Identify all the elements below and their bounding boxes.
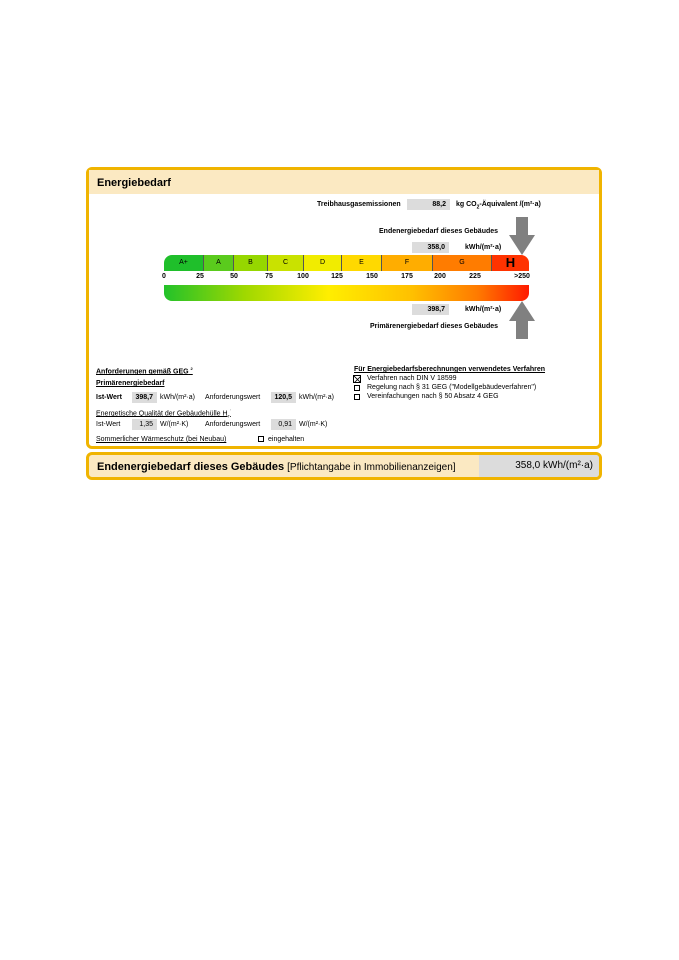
- end-energy-label: Endenergiebedarf dieses Gebäudes: [379, 228, 499, 235]
- ist-value-unit: kWh/(m²·a): [160, 394, 195, 401]
- scale-tick: 100: [297, 273, 309, 280]
- energy-class-a: A: [204, 255, 234, 271]
- scale-tick: 25: [196, 273, 204, 280]
- summer-protection-check-label: eingehalten: [268, 436, 305, 443]
- energy-class-g: G: [433, 255, 492, 271]
- energy-class-c: C: [268, 255, 304, 271]
- scale-tick: 200: [434, 273, 446, 280]
- energy-class-e: E: [342, 255, 382, 271]
- energy-class-h: H: [492, 255, 529, 271]
- envelope-quality-title: Energetische Qualität der Gebäudehülle $H_T'$: [96, 408, 231, 419]
- energy-class-scale: [164, 255, 529, 271]
- card-header: [89, 170, 599, 194]
- ist-value-label: Ist-Wert: [96, 394, 122, 401]
- scale-tick: 0: [162, 273, 166, 280]
- requirement2-value: 0,91: [271, 419, 296, 430]
- summer-protection-label: Sommerlicher Wärmeschutz (bei Neubau): [96, 436, 227, 443]
- methods-title: Für Energiebedarfsberechnungen verwendetes Verfahren: [354, 366, 546, 373]
- primary-energy-section-title: Primärenergiebedarf: [96, 380, 165, 387]
- requirement2-value-label: Anforderungswert: [205, 421, 261, 428]
- end-energy-value: 358,0: [412, 242, 449, 253]
- primary-energy-arrow-icon: [509, 301, 535, 339]
- requirements-title: Anforderungen gemäß GEG $^2$: [96, 366, 193, 376]
- end-energy-arrow-icon: [509, 217, 535, 255]
- ist2-value: 1,35: [132, 419, 157, 430]
- method-checkbox[interactable]: [354, 394, 360, 400]
- card-title: Energiebedarf: [97, 177, 171, 189]
- scale-tick: 75: [265, 273, 273, 280]
- method-label: Verfahren nach DIN V 18599: [367, 375, 457, 382]
- method-checkbox[interactable]: [354, 385, 360, 391]
- checked-x-icon: [354, 376, 361, 383]
- scale-tick: >250: [514, 273, 530, 280]
- method-label: Regelung nach § 31 GEG ("Modellgebäudeverfahren"): [367, 384, 537, 391]
- primary-energy-label: Primärenergiebedarf dieses Gebäudes: [370, 323, 498, 330]
- ist-value: 398,7: [132, 392, 157, 403]
- ist2-value-unit: W/(m²·K): [160, 421, 189, 428]
- scale-tick: 150: [366, 273, 378, 280]
- ghg-label: Treibhausgasemissionen: [317, 201, 401, 208]
- energy-class-b: B: [234, 255, 268, 271]
- energy-class-a-plus: A+: [164, 255, 204, 271]
- summer-protection-checkbox[interactable]: [258, 436, 264, 442]
- energy-class-d: D: [304, 255, 342, 271]
- ghg-value: 88,2: [407, 199, 450, 210]
- method-label: Vereinfachungen nach § 50 Absatz 4 GEG: [367, 393, 499, 400]
- scale-tick: 50: [230, 273, 238, 280]
- footer-bar: [86, 452, 602, 480]
- method-checkbox[interactable]: [353, 375, 361, 383]
- end-energy-unit: kWh/(m²·a): [465, 244, 502, 251]
- scale-tick: 225: [469, 273, 481, 280]
- ghg-unit: kg $CO_2$-Äquivalent /(m²·a): [456, 201, 541, 211]
- requirement2-value-unit: W/(m²·K): [299, 421, 328, 428]
- footer-value: 358,0 kWh/(m²·a): [479, 455, 599, 477]
- primary-energy-scale: [164, 285, 529, 301]
- scale-tick: 175: [401, 273, 413, 280]
- requirement-value-unit: kWh/(m²·a): [299, 394, 334, 401]
- primary-energy-value: 398,7: [412, 304, 449, 315]
- ist2-value-label: Ist-Wert: [96, 421, 121, 428]
- energy-class-f: F: [382, 255, 433, 271]
- requirement-value: 120,5: [271, 392, 296, 403]
- footer-title: Endenergiebedarf dieses Gebäudes [Pflichtangabe in Immobilienanzeigen]: [97, 461, 456, 473]
- scale-tick: 125: [331, 273, 343, 280]
- energy-demand-card: [86, 167, 602, 449]
- primary-energy-unit: kWh/(m²·a): [465, 306, 502, 313]
- requirement-value-label: Anforderungswert: [205, 394, 261, 401]
